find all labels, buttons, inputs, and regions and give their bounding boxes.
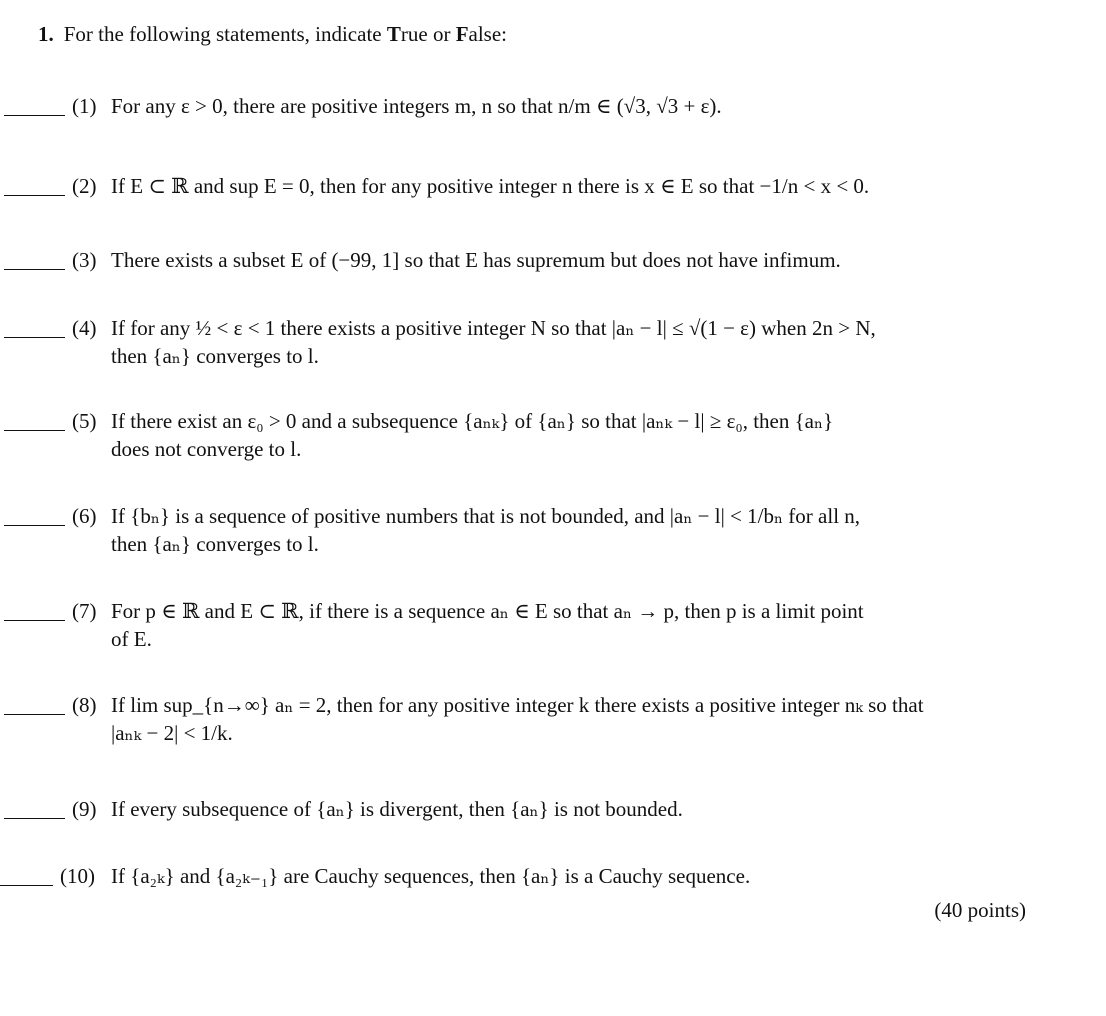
true-initial: T [386, 22, 401, 46]
statement-label: (8) [72, 693, 97, 717]
statement-text-continued: then {aₙ} converges to l. [111, 344, 319, 368]
answer-blank-3[interactable] [4, 269, 65, 270]
statement-label: (7) [72, 599, 97, 623]
statement-label: (1) [72, 94, 97, 118]
false-rest: alse: [468, 22, 508, 46]
statement-text: If E ⊂ ℝ and sup E = 0, then for any positive integer n there is x ∈ E so that −1/n < x < 0. [111, 174, 870, 198]
statement-text-continued: then {aₙ} converges to l. [111, 532, 319, 556]
statement-text-continued: of E. [111, 627, 152, 651]
answer-blank-10[interactable] [0, 885, 53, 886]
answer-blank-7[interactable] [4, 620, 65, 621]
statement-text: If there exist an ε₀ > 0 and a subsequence {aₙₖ} of {aₙ} so that |aₙₖ − l| ≥ ε₀, then {aₙ} [111, 409, 834, 433]
statement-label: (5) [72, 409, 97, 433]
question-header [38, 20, 507, 48]
statement-text: If lim sup_{n→∞} aₙ = 2, then for any positive integer k there exists a positive integer nₖ so that [111, 693, 924, 717]
statement-text: If for any ½ < ε < 1 there exists a positive integer N so that |aₙ − l| ≤ √(1 − ε) when 2n > N, [111, 316, 876, 340]
statement-label: (10) [60, 864, 95, 888]
answer-blank-4[interactable] [4, 337, 65, 338]
false-initial: F [455, 22, 469, 46]
statement-label: (2) [72, 174, 97, 198]
statement-label: (3) [72, 248, 97, 272]
statement-text-continued: does not converge to l. [111, 437, 302, 461]
statement-label: (6) [72, 504, 97, 528]
statement-label: (4) [72, 316, 97, 340]
statement-text: For any ε > 0, there are positive integers m, n so that n/m ∈ (√3, √3 + ε). [111, 94, 722, 118]
answer-blank-5[interactable] [4, 430, 65, 431]
question-intro: For the following statements, indicate [63, 22, 387, 46]
statement-text: If every subsequence of {aₙ} is divergent, then {aₙ} is not bounded. [111, 797, 683, 821]
true-rest: rue [400, 22, 428, 46]
statement-text: If {a₂ₖ} and {a₂ₖ₋₁} are Cauchy sequences, then {aₙ} is a Cauchy sequence. [111, 864, 751, 888]
answer-blank-1[interactable] [4, 115, 65, 116]
statement-text: For p ∈ ℝ and E ⊂ ℝ, if there is a sequence aₙ ∈ E so that aₙ → p, then p is a limit point [111, 599, 864, 623]
points-value: (40 points) [934, 898, 1026, 922]
answer-blank-6[interactable] [4, 525, 65, 526]
question-number: 1. [38, 22, 54, 46]
or-text: or [427, 22, 456, 46]
statement-text: There exists a subset E of (−99, 1] so that E has supremum but does not have infimum. [111, 248, 841, 272]
statement-text-continued: |aₙₖ − 2| < 1/k. [111, 721, 233, 745]
answer-blank-2[interactable] [4, 195, 65, 196]
answer-blank-8[interactable] [4, 714, 65, 715]
answer-blank-9[interactable] [4, 818, 65, 819]
statement-text: If {bₙ} is a sequence of positive numbers that is not bounded, and |aₙ − l| < 1/bₙ for all n, [111, 504, 861, 528]
statement-label: (9) [72, 797, 97, 821]
